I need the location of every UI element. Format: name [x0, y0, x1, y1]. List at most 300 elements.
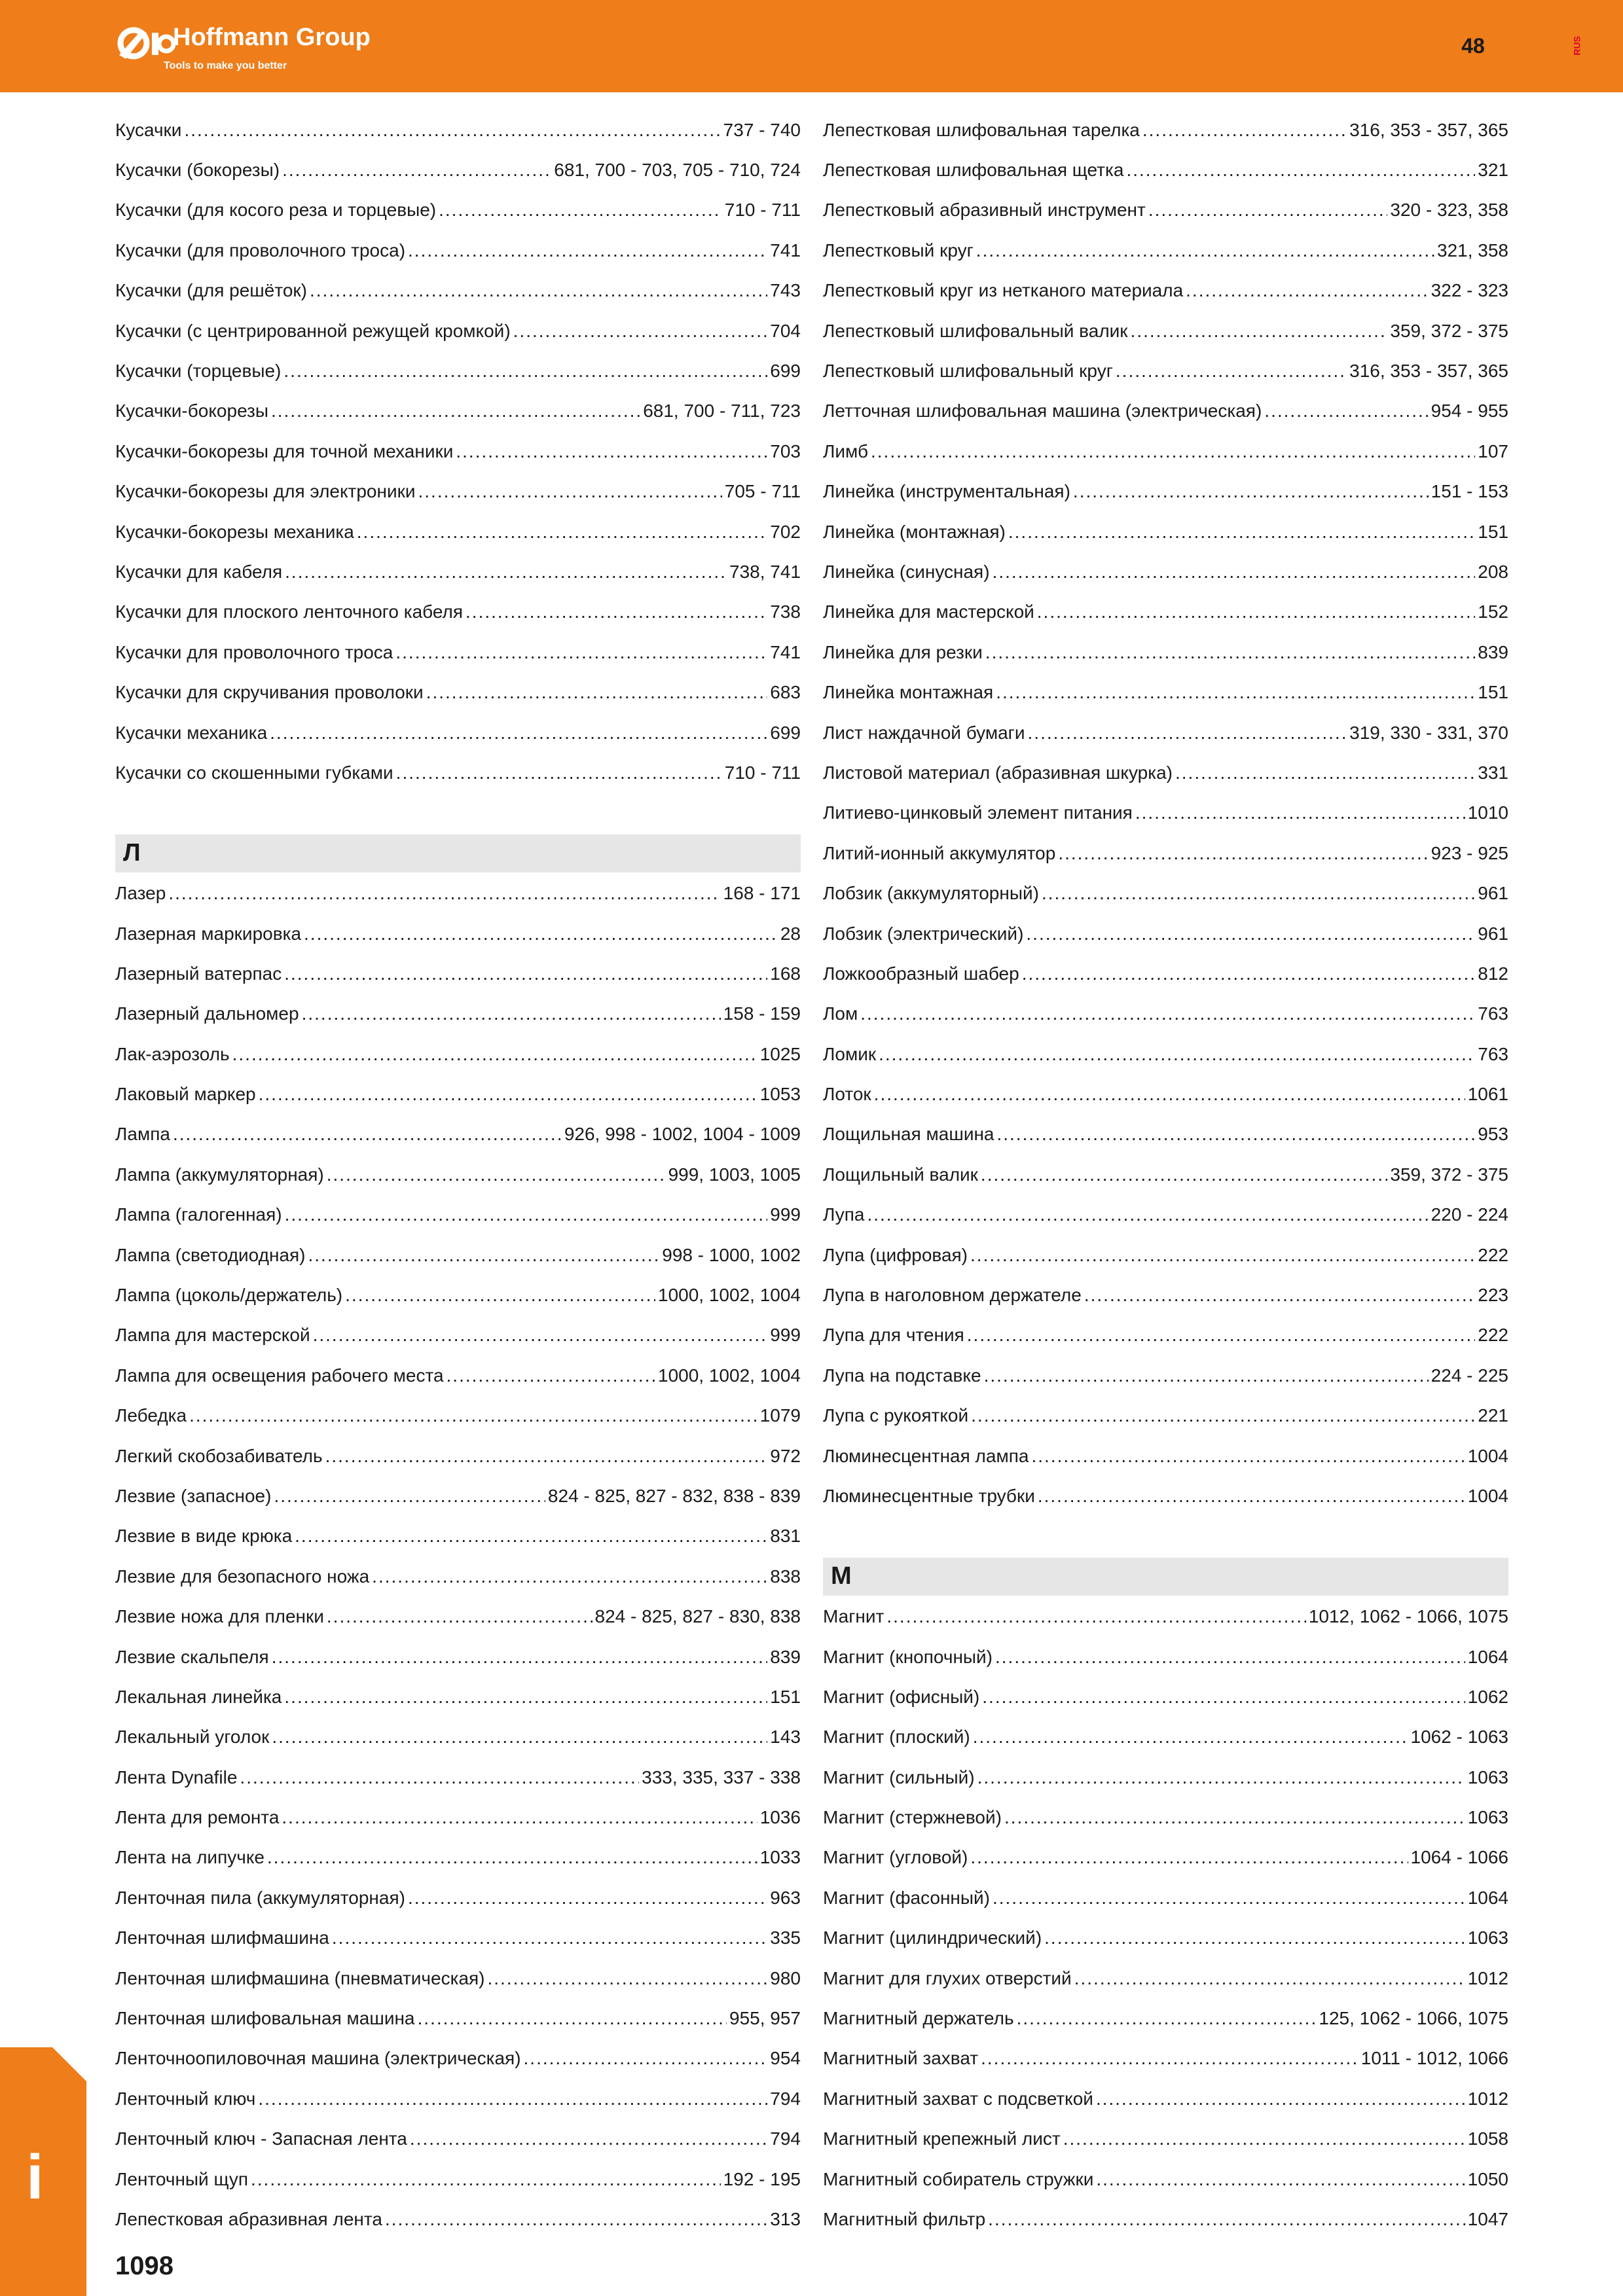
entry-term: Литиево-цинковый элемент питания: [823, 802, 1133, 823]
index-entry[interactable]: [823, 2119, 1508, 2159]
dot-leader: [325, 1447, 768, 1465]
entry-page-ref[interactable]: 359, 372 - 375: [1390, 1164, 1508, 1185]
index-entry[interactable]: [823, 1717, 1508, 1757]
index-entry[interactable]: [115, 472, 801, 512]
entry-page-ref[interactable]: 224 - 225: [1431, 1365, 1508, 1386]
entry-page-ref[interactable]: 699: [770, 722, 801, 743]
entry-page-ref[interactable]: 1012: [1467, 2088, 1508, 2109]
dot-leader: [982, 1688, 1465, 1706]
entry-term: Магнитный крепежный лист: [823, 2128, 1061, 2149]
entry-page-ref[interactable]: 737 - 740: [723, 119, 801, 140]
entry-term: Лоток: [823, 1084, 871, 1105]
entry-page-ref[interactable]: 151 - 153: [1431, 481, 1508, 502]
entry-page-ref[interactable]: 158 - 159: [723, 1003, 801, 1024]
index-entry[interactable]: [115, 1516, 801, 1556]
index-entry[interactable]: [115, 110, 801, 150]
entry-term: Кусачки (бокорезы): [115, 160, 280, 181]
entry-page-ref[interactable]: 335: [770, 1928, 801, 1948]
index-entry[interactable]: [823, 150, 1508, 190]
index-entry[interactable]: [115, 1034, 801, 1074]
index-column-right: [823, 110, 1508, 2240]
entry-term: Кусачки для скручивания проволоки: [115, 682, 424, 703]
index-entry[interactable]: [115, 713, 801, 753]
entry-page-ref[interactable]: 954 - 955: [1431, 401, 1508, 422]
entry-page-ref[interactable]: 1050: [1467, 2168, 1508, 2189]
index-entry[interactable]: [823, 2159, 1508, 2199]
dot-leader: [984, 1367, 1429, 1385]
entry-page-ref[interactable]: 1036: [759, 1807, 801, 1828]
index-entry[interactable]: [115, 632, 801, 672]
entry-term: Лента Dynafile: [115, 1767, 238, 1787]
entry-page-ref[interactable]: 980: [770, 1967, 801, 1988]
index-entry[interactable]: [115, 271, 801, 311]
index-entry[interactable]: [115, 672, 801, 712]
entry-term: Лента для ремонта: [115, 1807, 280, 1828]
dot-leader: [997, 1125, 1476, 1143]
dot-leader: [396, 764, 722, 782]
index-entry[interactable]: [823, 391, 1508, 431]
index-entry[interactable]: [823, 1155, 1508, 1194]
entry-page-ref[interactable]: 223: [1478, 1285, 1508, 1306]
index-entry[interactable]: [115, 1316, 801, 1355]
entry-page-ref[interactable]: 763: [1478, 1003, 1508, 1024]
index-entry[interactable]: [823, 1074, 1508, 1114]
entry-page-ref[interactable]: 333, 335, 337 - 338: [642, 1767, 801, 1787]
entry-page-ref[interactable]: 168: [770, 963, 801, 984]
index-entry[interactable]: [823, 271, 1508, 311]
index-entry[interactable]: [115, 1596, 801, 1636]
entry-term: Лампа (светодиодная): [115, 1244, 306, 1265]
dot-leader: [447, 1367, 655, 1385]
index-entry[interactable]: [115, 1476, 801, 1516]
dot-leader: [418, 2009, 727, 2028]
entry-page-ref[interactable]: 321, 358: [1437, 240, 1508, 260]
index-entry[interactable]: [823, 1436, 1508, 1476]
brand-name: Hoffmann Group: [173, 24, 371, 51]
dot-leader: [1116, 362, 1347, 380]
entry-page-ref[interactable]: 1079: [759, 1405, 801, 1426]
entry-page-ref[interactable]: 359, 372 - 375: [1390, 320, 1508, 341]
index-entry[interactable]: [115, 1195, 801, 1235]
index-entry[interactable]: [823, 632, 1508, 672]
entry-page-ref[interactable]: 1033: [759, 1847, 801, 1868]
entry-term: Ложкообразный шабер: [823, 963, 1019, 984]
index-entry[interactable]: [823, 1275, 1508, 1315]
index-entry[interactable]: [115, 1155, 801, 1194]
entry-term: Лезвие ножа для пленки: [115, 1606, 324, 1627]
entry-page-ref[interactable]: 1062: [1467, 1686, 1508, 1707]
index-entry[interactable]: [823, 472, 1508, 512]
entry-page-ref[interactable]: 831: [770, 1526, 801, 1547]
index-entry[interactable]: [115, 351, 801, 391]
entry-page-ref[interactable]: 999, 1003, 1005: [668, 1164, 801, 1185]
entry-term: Лекальная линейка: [115, 1686, 282, 1707]
entry-page-ref[interactable]: 313: [770, 2209, 801, 2229]
entry-term: Кусачки механика: [115, 722, 268, 743]
entry-page-ref[interactable]: 710 - 711: [724, 200, 801, 221]
entry-term: Лак-аэрозоль: [115, 1043, 230, 1064]
index-entry[interactable]: [115, 1717, 801, 1757]
index-entry[interactable]: [823, 1195, 1508, 1235]
index-entry[interactable]: [823, 1838, 1508, 1878]
entry-term: Лобзик (аккумуляторный): [823, 883, 1039, 904]
index-entry[interactable]: [115, 1275, 801, 1315]
brand-logo[interactable]: [113, 24, 394, 82]
index-entry[interactable]: [823, 1797, 1508, 1837]
entry-term: Лазерный дальномер: [115, 1003, 299, 1024]
dot-leader: [283, 362, 767, 380]
index-entry[interactable]: [115, 311, 801, 351]
index-entry[interactable]: [823, 552, 1508, 592]
dot-leader: [995, 1648, 1465, 1666]
entry-page-ref[interactable]: 710 - 711: [724, 762, 801, 783]
entry-page-ref[interactable]: 1053: [759, 1084, 801, 1105]
entry-term: Ленточная шлифмашина: [115, 1928, 329, 1948]
entry-term: Лепестковый круг: [823, 240, 974, 260]
index-entry[interactable]: [115, 230, 801, 270]
entry-term: Ленточный ключ - Запасная лента: [115, 2128, 407, 2149]
index-entry[interactable]: [115, 552, 801, 592]
entry-page-ref[interactable]: 1004: [1467, 1445, 1508, 1466]
index-entry[interactable]: [115, 1677, 801, 1717]
dot-leader: [327, 1166, 666, 1184]
dot-leader: [1026, 925, 1475, 943]
dot-leader: [970, 1246, 1475, 1265]
entry-page-ref[interactable]: 1012, 1062 - 1066, 1075: [1308, 1606, 1508, 1627]
index-entry[interactable]: [115, 753, 801, 793]
entry-page-ref[interactable]: 1047: [1467, 2209, 1508, 2229]
index-entry[interactable]: [823, 1637, 1508, 1677]
entry-page-ref[interactable]: 972: [770, 1445, 801, 1466]
index-entry[interactable]: [823, 1034, 1508, 1074]
entry-page-ref[interactable]: 1064 - 1066: [1410, 1847, 1508, 1868]
entry-page-ref[interactable]: 151: [1478, 521, 1508, 542]
entry-page-ref[interactable]: 743: [770, 280, 801, 301]
index-entry[interactable]: [115, 1556, 801, 1596]
header-bar: [0, 0, 1623, 92]
entry-page-ref[interactable]: 794: [770, 2128, 801, 2149]
index-entry[interactable]: [823, 592, 1508, 632]
entry-page-ref[interactable]: 192 - 195: [723, 2168, 801, 2189]
index-entry[interactable]: [115, 1998, 801, 2038]
dot-leader: [996, 683, 1475, 702]
entry-page-ref[interactable]: 812: [1478, 963, 1508, 984]
entry-page-ref[interactable]: 168 - 171: [723, 883, 801, 904]
entry-page-ref[interactable]: 1000, 1002, 1004: [658, 1285, 801, 1306]
entry-page-ref[interactable]: 705 - 711: [724, 481, 801, 502]
entry-term: Лампа для мастерской: [115, 1325, 310, 1346]
index-entry[interactable]: [115, 2199, 801, 2239]
dot-leader: [327, 1607, 593, 1626]
index-entry[interactable]: [823, 431, 1508, 471]
entry-page-ref[interactable]: 221: [1478, 1405, 1508, 1426]
entry-page-ref[interactable]: 954: [770, 2048, 801, 2069]
dot-leader: [456, 442, 767, 461]
entry-page-ref[interactable]: 998 - 1000, 1002: [662, 1244, 801, 1265]
dot-leader: [1096, 2170, 1465, 2189]
index-entry[interactable]: [115, 1838, 801, 1878]
entry-page-ref[interactable]: 1064: [1467, 1887, 1508, 1908]
dot-leader: [168, 884, 720, 903]
index-entry[interactable]: [115, 1878, 801, 1918]
index-entry[interactable]: [823, 954, 1508, 994]
entry-term: Линейка (монтажная): [823, 521, 1006, 542]
dot-leader: [272, 1728, 767, 1746]
index-entry[interactable]: [823, 1396, 1508, 1436]
index-entry[interactable]: [115, 1355, 801, 1395]
entry-page-ref[interactable]: 1012: [1467, 1967, 1508, 1988]
entry-page-ref[interactable]: 1062 - 1063: [1410, 1727, 1508, 1748]
entry-page-ref[interactable]: 1064: [1467, 1646, 1508, 1667]
entry-term: Ленточная пила (аккумуляторная): [115, 1887, 405, 1908]
entry-page-ref[interactable]: 838: [770, 1566, 801, 1587]
entry-page-ref[interactable]: 1063: [1467, 1928, 1508, 1948]
index-entry[interactable]: [115, 994, 801, 1034]
dot-leader: [1073, 482, 1429, 501]
entry-page-ref[interactable]: 1058: [1467, 2128, 1508, 2149]
dot-leader: [410, 2130, 767, 2148]
entry-term: Линейка (синусная): [823, 561, 990, 582]
entry-page-ref[interactable]: 107: [1478, 440, 1508, 461]
index-entry[interactable]: [115, 1436, 801, 1476]
index-entry[interactable]: [115, 2079, 801, 2119]
hoffmann-logo-icon: [113, 24, 175, 63]
entry-page-ref[interactable]: 1025: [759, 1043, 801, 1064]
entry-page-ref[interactable]: 331: [1478, 762, 1508, 783]
index-entry[interactable]: [115, 512, 801, 552]
entry-page-ref[interactable]: 738, 741: [729, 561, 801, 582]
entry-page-ref[interactable]: 316, 353 - 357, 365: [1349, 361, 1508, 382]
index-entry[interactable]: [115, 1235, 801, 1275]
index-entry[interactable]: [115, 2119, 801, 2159]
dot-leader: [418, 482, 722, 501]
entry-term: Лепестковый шлифовальный круг: [823, 361, 1113, 382]
index-entry[interactable]: [115, 190, 801, 230]
index-entry[interactable]: [115, 1637, 801, 1677]
entry-page-ref[interactable]: 699: [770, 361, 801, 382]
index-entry[interactable]: [823, 311, 1508, 351]
index-entry[interactable]: [823, 914, 1508, 954]
dot-leader: [1042, 884, 1475, 903]
dot-leader: [973, 1728, 1408, 1746]
index-entry[interactable]: [115, 431, 801, 471]
entry-term: Линейка для мастерской: [823, 601, 1034, 622]
entry-term: Магнит (кнопочный): [823, 1646, 993, 1667]
entry-page-ref[interactable]: 961: [1478, 883, 1508, 904]
entry-page-ref[interactable]: 125, 1062 - 1066, 1075: [1319, 2008, 1508, 2029]
entry-page-ref[interactable]: 824 - 825, 827 - 832, 838 - 839: [547, 1485, 801, 1506]
entry-page-ref[interactable]: 999: [770, 1204, 801, 1225]
entry-page-ref[interactable]: 955, 957: [729, 2008, 801, 2029]
index-entry[interactable]: [823, 1878, 1508, 1918]
dot-leader: [232, 1045, 757, 1064]
entry-term: Линейка (инструментальная): [823, 481, 1070, 502]
entry-page-ref[interactable]: 704: [770, 320, 801, 341]
index-entry[interactable]: [823, 2199, 1508, 2239]
dot-leader: [282, 1808, 757, 1827]
entry-term: Магнит (фасонный): [823, 1887, 990, 1908]
index-entry[interactable]: [823, 1235, 1508, 1275]
entry-term: Магнит (офисный): [823, 1686, 980, 1707]
entry-page-ref[interactable]: 953: [1478, 1124, 1508, 1145]
entry-term: Лощильный валик: [823, 1164, 978, 1185]
index-entry[interactable]: [823, 1998, 1508, 2038]
dot-leader: [1028, 724, 1347, 742]
index-entry[interactable]: [823, 190, 1508, 230]
section-spacer: [115, 793, 801, 833]
index-entry[interactable]: [823, 1355, 1508, 1395]
entry-page-ref[interactable]: 1010: [1467, 802, 1508, 823]
letter-section-header: [115, 833, 801, 873]
entry-term: Лезвие для безопасного ножа: [115, 1566, 370, 1587]
dot-leader: [1031, 1447, 1465, 1465]
index-entry[interactable]: [115, 2039, 801, 2079]
dot-leader: [372, 1568, 767, 1586]
dot-leader: [308, 1246, 660, 1265]
entry-term: Люминесцентная лампа: [823, 1445, 1029, 1466]
entry-page-ref[interactable]: 1061: [1467, 1084, 1508, 1105]
entry-term: Лазер: [115, 883, 166, 904]
entry-page-ref[interactable]: 923 - 925: [1431, 842, 1508, 863]
dot-leader: [240, 1768, 639, 1787]
dot-leader: [871, 442, 1475, 461]
entry-term: Лупа (цифровая): [823, 1244, 968, 1265]
dot-leader: [1096, 2090, 1465, 2108]
entry-page-ref[interactable]: 208: [1478, 561, 1508, 582]
index-entry[interactable]: [823, 1316, 1508, 1355]
entry-page-ref[interactable]: 681, 700 - 711, 723: [643, 401, 801, 422]
dot-leader: [284, 1688, 767, 1706]
index-entry[interactable]: [115, 1074, 801, 1114]
dot-leader: [295, 1527, 767, 1545]
entry-page-ref[interactable]: 321: [1478, 160, 1508, 181]
entry-term: Магнитный захват с подсветкой: [823, 2088, 1093, 2109]
dot-leader: [345, 1286, 655, 1304]
dot-leader: [310, 281, 767, 300]
index-entry[interactable]: [823, 1115, 1508, 1155]
entry-page-ref[interactable]: 1004: [1467, 1485, 1508, 1506]
entry-page-ref[interactable]: 702: [770, 521, 801, 542]
entry-page-ref[interactable]: 741: [770, 641, 801, 662]
index-entry[interactable]: [115, 954, 801, 994]
entry-page-ref[interactable]: 222: [1478, 1325, 1508, 1346]
entry-term: Кусачки со скошенными губками: [115, 762, 393, 783]
index-entry[interactable]: [823, 2039, 1508, 2079]
entry-page-ref[interactable]: 220 - 224: [1431, 1204, 1508, 1225]
entry-term: Кусачки (с центрированной режущей кромкой): [115, 320, 511, 341]
index-entry[interactable]: [823, 2079, 1508, 2119]
entry-page-ref[interactable]: 1063: [1467, 1807, 1508, 1828]
index-entry[interactable]: [823, 1958, 1508, 1998]
entry-page-ref[interactable]: 28: [780, 923, 801, 944]
entry-page-ref[interactable]: 322 - 323: [1431, 280, 1508, 301]
index-entry[interactable]: [823, 1476, 1508, 1516]
entry-page-ref[interactable]: 1000, 1002, 1004: [658, 1365, 801, 1386]
entry-page-ref[interactable]: 794: [770, 2088, 801, 2109]
entry-term: Лампа: [115, 1124, 170, 1145]
index-entry[interactable]: [115, 391, 801, 431]
index-entry[interactable]: [115, 1115, 801, 1155]
dot-leader: [173, 1125, 562, 1143]
entry-page-ref[interactable]: 763: [1478, 1043, 1508, 1064]
index-entry[interactable]: [823, 1918, 1508, 1958]
entry-term: Кусачки для кабеля: [115, 561, 283, 582]
entry-page-ref[interactable]: 839: [1478, 641, 1508, 662]
index-entry[interactable]: [115, 592, 801, 632]
index-entry[interactable]: [823, 351, 1508, 391]
index-entry[interactable]: [823, 1757, 1508, 1797]
entry-page-ref[interactable]: 738: [770, 601, 801, 622]
index-entry[interactable]: [115, 2159, 801, 2199]
dot-leader: [488, 1969, 768, 1988]
index-entry[interactable]: [823, 873, 1508, 913]
entry-page-ref[interactable]: 703: [770, 440, 801, 461]
index-entry[interactable]: [823, 793, 1508, 833]
entry-page-ref[interactable]: 316, 353 - 357, 365: [1349, 119, 1508, 140]
entry-page-ref[interactable]: 741: [770, 240, 801, 260]
entry-page-ref[interactable]: 320 - 323, 358: [1390, 200, 1508, 221]
dot-leader: [271, 402, 640, 420]
index-entry[interactable]: [823, 1596, 1508, 1636]
section-letter: М: [831, 1562, 852, 1590]
index-entry[interactable]: [823, 1677, 1508, 1717]
index-entry[interactable]: [115, 150, 801, 190]
entry-page-ref[interactable]: 999: [770, 1325, 801, 1346]
entry-term: Лампа (галогенная): [115, 1204, 282, 1225]
entry-page-ref[interactable]: 151: [1478, 682, 1508, 703]
entry-page-ref[interactable]: 683: [770, 682, 801, 703]
entry-term: Лупа: [823, 1204, 865, 1225]
entry-page-ref[interactable]: 1011 - 1012, 1066: [1360, 2048, 1508, 2069]
dot-leader: [1175, 764, 1475, 782]
entry-term: Лазерная маркировка: [115, 923, 302, 944]
entry-page-ref[interactable]: 152: [1478, 601, 1508, 622]
index-entry[interactable]: [823, 753, 1508, 793]
index-entry[interactable]: [115, 1918, 801, 1958]
index-entry[interactable]: [823, 512, 1508, 552]
index-entry[interactable]: [823, 994, 1508, 1034]
entry-page-ref[interactable]: 824 - 825, 827 - 830, 838: [594, 1606, 801, 1627]
index-entry[interactable]: [115, 873, 801, 913]
entry-term: Лаковый маркер: [115, 1084, 256, 1105]
dot-leader: [258, 2090, 767, 2108]
index-entry[interactable]: [823, 672, 1508, 712]
entry-page-ref[interactable]: 222: [1478, 1244, 1508, 1265]
entry-term: Лекальный уголок: [115, 1727, 270, 1748]
dot-leader: [524, 2049, 768, 2068]
entry-page-ref[interactable]: 143: [770, 1727, 801, 1748]
entry-page-ref[interactable]: 319, 330 - 331, 370: [1349, 722, 1508, 743]
index-entry[interactable]: [823, 833, 1508, 873]
entry-page-ref[interactable]: 961: [1478, 923, 1508, 944]
entry-page-ref[interactable]: 1063: [1467, 1767, 1508, 1787]
index-entry[interactable]: [115, 1757, 801, 1797]
index-entry[interactable]: [115, 1958, 801, 1998]
index-entry[interactable]: [115, 1797, 801, 1837]
index-entry[interactable]: [115, 914, 801, 954]
dot-leader: [274, 1487, 545, 1505]
entry-page-ref[interactable]: 681, 700 - 703, 705 - 710, 724: [554, 160, 801, 181]
entry-page-ref[interactable]: 151: [770, 1686, 801, 1707]
index-entry[interactable]: [823, 713, 1508, 753]
index-entry[interactable]: [823, 230, 1508, 270]
entry-page-ref[interactable]: 926, 998 - 1002, 1004 - 1009: [564, 1124, 801, 1145]
index-entry[interactable]: [115, 1396, 801, 1436]
entry-page-ref[interactable]: 839: [770, 1646, 801, 1667]
index-entry[interactable]: [823, 110, 1508, 150]
entry-page-ref[interactable]: 963: [770, 1887, 801, 1908]
dot-leader: [284, 965, 767, 983]
